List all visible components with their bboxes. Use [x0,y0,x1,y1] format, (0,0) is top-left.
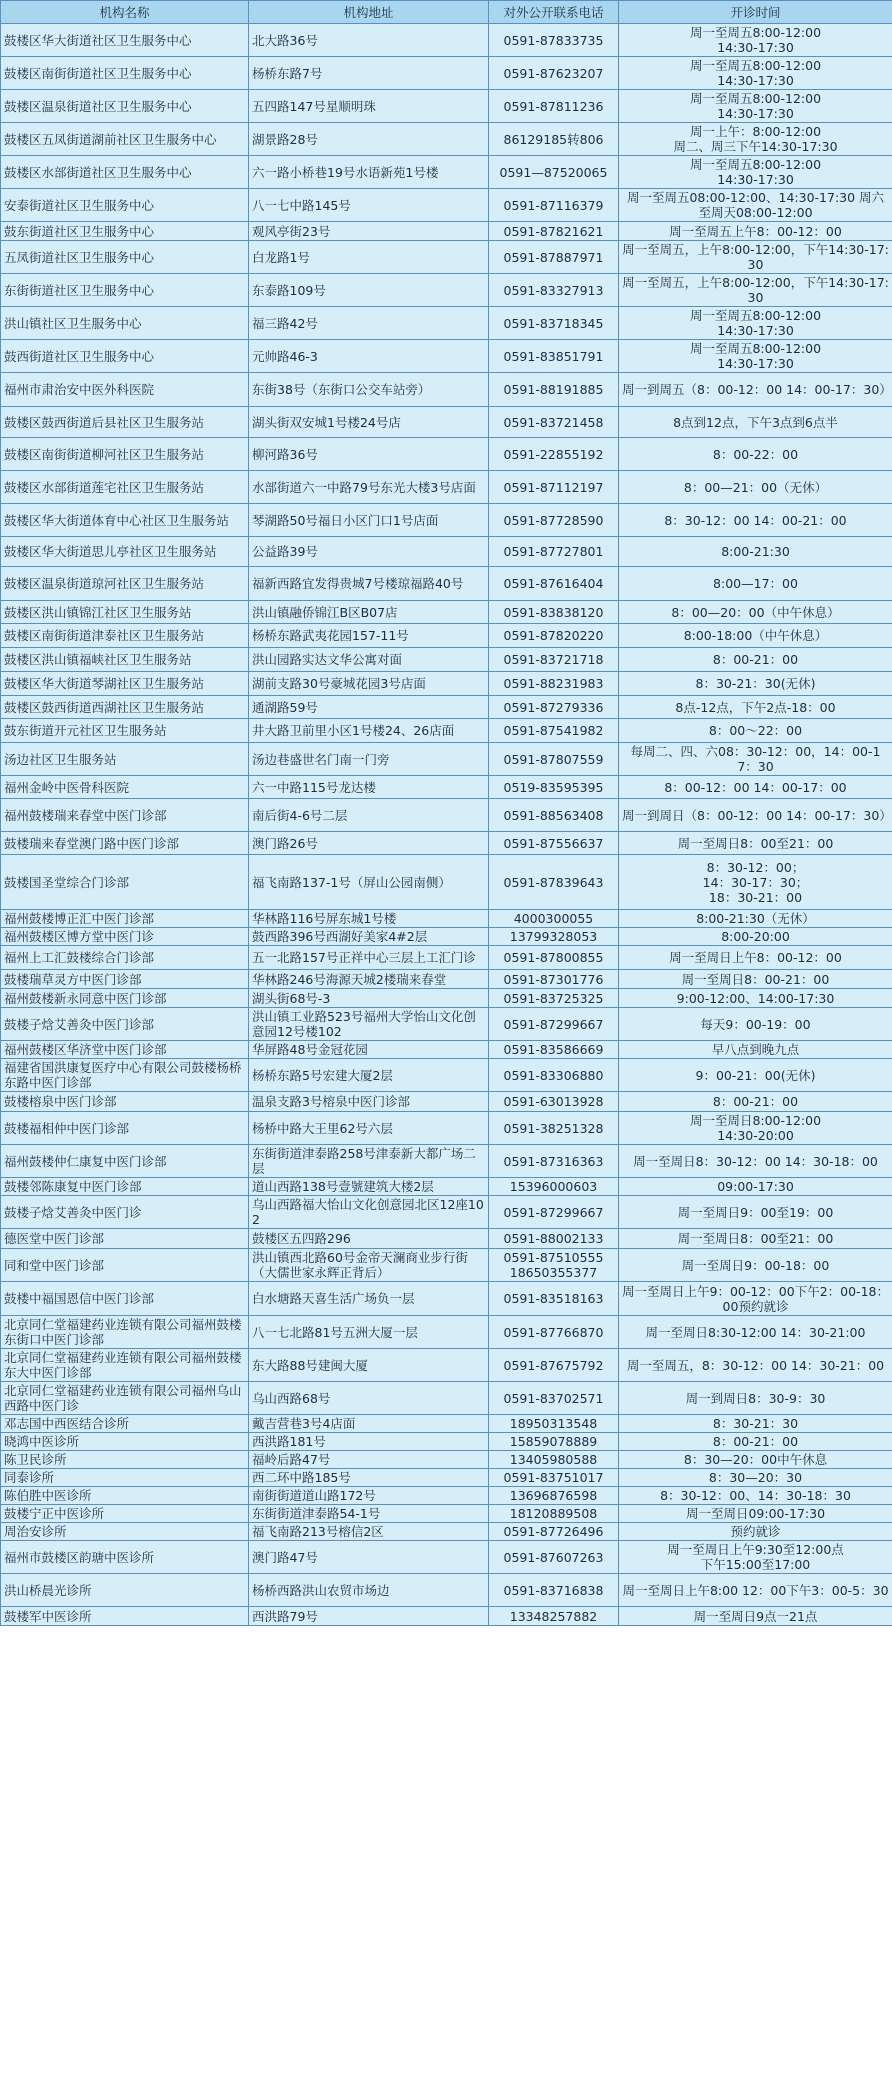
cell-address: 白龙路1号 [249,241,489,274]
cell-phone: 0591-83702571 [489,1382,619,1415]
cell-hours: 8:00-21:30（无休） [619,910,892,928]
cell-address: 南后街4-6号二层 [249,799,489,832]
cell-phone: 0591-87112197 [489,471,619,504]
table-row [1,537,892,567]
cell-hours: 周一至周日8:00-12:00 14:30-20:00 [619,1112,892,1145]
table-row [1,1574,892,1607]
table-row [1,123,892,156]
cell-address: 湖头街双安城1号楼24号店 [249,407,489,438]
cell-phone: 0591-83327913 [489,274,619,307]
cell-address: 洪山园路实达文华公寓对面 [249,648,489,672]
cell-name: 洪山桥晨光诊所 [1,1574,249,1607]
table-row [1,189,892,222]
cell-address: 华林路246号海源天城2楼瑞来春堂 [249,970,489,989]
cell-address: 五一北路157号正祥中心三层上工汇门诊 [249,946,489,970]
cell-phone: 0591-87279336 [489,696,619,719]
cell-hours: 8：00-12：00 14：00-17：00 [619,776,892,799]
cell-hours: 周一至周日上午9：00-12：00下午2：00-18：00预约就诊 [619,1282,892,1316]
cell-hours: 8：00-21：00 [619,1433,892,1451]
table-row [1,970,892,989]
cell-address: 道山西路138号壹號建筑大楼2层 [249,1178,489,1196]
cell-name: 鼓楼区水部街道莲宅社区卫生服务站 [1,471,249,504]
cell-name: 同和堂中医门诊部 [1,1249,249,1282]
cell-address: 南街街道道山路172号 [249,1487,489,1505]
table-row [1,1505,892,1523]
cell-name: 福州鼓楼瑞来春堂中医门诊部 [1,799,249,832]
cell-hours: 8：30—20：00中午休息 [619,1451,892,1469]
table-row [1,989,892,1008]
cell-address: 戴吉营巷3号4店面 [249,1415,489,1433]
cell-phone: 13799328053 [489,928,619,946]
cell-address: 杨桥东路5号宏建大厦2层 [249,1059,489,1092]
cell-address: 北大路36号 [249,24,489,57]
cell-name: 北京同仁堂福建药业连锁有限公司福州乌山西路中医门诊 [1,1382,249,1415]
cell-hours: 每周二、四、六08：30-12：00，14：00-17：30 [619,743,892,776]
cell-hours: 周一到周日（8：00-12：00 14：00-17：30） [619,799,892,832]
cell-name: 福建省国洪康复医疗中心有限公司鼓楼杨桥东路中医门诊部 [1,1059,249,1092]
cell-hours: 周一至周五8:00-12:00 14:30-17:30 [619,24,892,57]
cell-name: 鼓楼子焓艾善灸中医门诊 [1,1196,249,1229]
cell-address: 水部街道六一中路79号东光大楼3号店面 [249,471,489,504]
cell-hours: 周一至周日8：30-12：00 14：30-18：00 [619,1145,892,1178]
table-row [1,241,892,274]
cell-hours: 周一至周日8：00至21：00 [619,832,892,855]
cell-name: 鼓楼区华大街道体育中心社区卫生服务站 [1,504,249,537]
cell-name: 鼓楼区鼓西街道西湖社区卫生服务站 [1,696,249,719]
header-address: 机构地址 [249,1,489,24]
cell-phone: 0591-87616404 [489,567,619,601]
cell-hours: 8点到12点，下午3点到6点半 [619,407,892,438]
cell-name: 鼓楼区温泉街道琼河社区卫生服务站 [1,567,249,601]
table-row [1,1249,892,1282]
cell-name: 安泰街道社区卫生服务中心 [1,189,249,222]
cell-phone: 0591-88231983 [489,672,619,696]
cell-name: 鼓楼国圣堂综合门诊部 [1,855,249,910]
cell-hours: 8：30-12：00、14：30-18：30 [619,1487,892,1505]
cell-address: 福飞南路213号榕信2区 [249,1523,489,1541]
cell-name: 鼓楼军中医诊所 [1,1607,249,1626]
cell-phone: 0591-87510555 18650355377 [489,1249,619,1282]
cell-phone: 0591-83751017 [489,1469,619,1487]
cell-phone: 0591-87541982 [489,719,619,743]
table-row [1,743,892,776]
cell-phone: 0591-88563408 [489,799,619,832]
cell-hours: 周一到周日8：30-9：30 [619,1382,892,1415]
cell-hours: 8：30-21：30 [619,1415,892,1433]
cell-hours: 周一至周日9点一21点 [619,1607,892,1626]
cell-address: 澳门路47号 [249,1541,489,1574]
cell-phone: 0591-83838120 [489,601,619,624]
table-row [1,855,892,910]
cell-phone: 0591-83716838 [489,1574,619,1607]
cell-phone: 0591-87811236 [489,90,619,123]
cell-address: 东大路88号建闽大厦 [249,1349,489,1382]
table-row [1,910,892,928]
cell-hours: 周一至周日上午9:30至12:00点 下午15:00至17:00 [619,1541,892,1574]
cell-phone: 0591-83721458 [489,407,619,438]
cell-name: 福州鼓楼仲仁康复中医门诊部 [1,1145,249,1178]
cell-hours: 周一至周日8：00-21：00 [619,970,892,989]
cell-name: 鼓楼榕泉中医门诊部 [1,1092,249,1112]
cell-name: 洪山镇社区卫生服务中心 [1,307,249,340]
cell-address: 湖头街68号-3 [249,989,489,1008]
cell-name: 鼓楼子焓艾善灸中医门诊部 [1,1008,249,1041]
cell-address: 西洪路181号 [249,1433,489,1451]
cell-address: 湖景路28号 [249,123,489,156]
cell-name: 鼓楼区华大街道思儿亭社区卫生服务站 [1,537,249,567]
cell-phone: 0591-87299667 [489,1196,619,1229]
cell-hours: 9:00-12:00、14:00-17:30 [619,989,892,1008]
cell-hours: 周一至周五8:00-12:00 14:30-17:30 [619,340,892,373]
cell-address: 福岭后路47号 [249,1451,489,1469]
cell-name: 鼓楼区温泉街道社区卫生服务中心 [1,90,249,123]
cell-phone: 13696876598 [489,1487,619,1505]
cell-phone: 0591-88002133 [489,1229,619,1249]
cell-name: 鼓楼邻陈康复中医门诊部 [1,1178,249,1196]
cell-address: 八一七中路145号 [249,189,489,222]
cell-hours: 8：30-21：30(无休) [619,672,892,696]
cell-hours: 每天9：00-19：00 [619,1008,892,1041]
cell-name: 鼓楼区洪山镇锦江社区卫生服务站 [1,601,249,624]
cell-name: 鼓楼区南街街道社区卫生服务中心 [1,57,249,90]
cell-hours: 周一至周日上午8:00 12：00下午3：00-5：30 [619,1574,892,1607]
cell-phone: 0591-83306880 [489,1059,619,1092]
table-row [1,648,892,672]
cell-phone: 18950313548 [489,1415,619,1433]
table-row [1,307,892,340]
cell-phone: 0519-83595395 [489,776,619,799]
table-body [1,24,892,1626]
cell-hours: 周一至周五，上午8:00-12:00，下午14:30-17:30 [619,274,892,307]
cell-phone: 0591—87520065 [489,156,619,189]
table-row [1,1349,892,1382]
cell-phone: 0591-87316363 [489,1145,619,1178]
table-row [1,1041,892,1059]
cell-hours: 9：00-21：00(无休) [619,1059,892,1092]
cell-phone: 0591-87726496 [489,1523,619,1541]
table-row [1,1145,892,1178]
cell-address: 西二环中路185号 [249,1469,489,1487]
cell-address: 乌山西路68号 [249,1382,489,1415]
cell-address: 澳门路26号 [249,832,489,855]
cell-hours: 8:00—17：00 [619,567,892,601]
cell-hours: 8：00～22：00 [619,719,892,743]
cell-name: 鼓楼区南街街道柳河社区卫生服务站 [1,438,249,471]
cell-name: 福州鼓楼新永同意中医门诊部 [1,989,249,1008]
table-row [1,1112,892,1145]
cell-address: 杨桥东路武夷花园157-11号 [249,624,489,648]
cell-phone: 86129185转806 [489,123,619,156]
cell-address: 井大路卫前里小区1号楼24、26店面 [249,719,489,743]
cell-name: 福州市鼓楼区韵瑭中医诊所 [1,1541,249,1574]
cell-phone: 13348257882 [489,1607,619,1626]
cell-phone: 4000300055 [489,910,619,928]
cell-hours: 周一至周日9：00-18：00 [619,1249,892,1282]
cell-hours: 周一至周五，8：30-12：00 14：30-21：00 [619,1349,892,1382]
table-row [1,24,892,57]
cell-address: 六一中路115号龙达楼 [249,776,489,799]
cell-phone: 0591-87301776 [489,970,619,989]
cell-phone: 0591-87887971 [489,241,619,274]
cell-phone: 0591-83721718 [489,648,619,672]
cell-address: 元帅路46-3 [249,340,489,373]
table-row [1,471,892,504]
cell-phone: 0591-87800855 [489,946,619,970]
cell-hours: 早八点到晚九点 [619,1041,892,1059]
cell-phone: 0591-83725325 [489,989,619,1008]
cell-address: 福新西路宜发得贵城7号楼琼福路40号 [249,567,489,601]
table-row [1,696,892,719]
cell-hours: 09:00-17:30 [619,1178,892,1196]
cell-name: 鼓楼区五凤街道湖前社区卫生服务中心 [1,123,249,156]
cell-address: 杨桥西路洪山农贸市场边 [249,1574,489,1607]
cell-name: 福州鼓楼博正汇中医门诊部 [1,910,249,928]
cell-phone: 0591-87820220 [489,624,619,648]
cell-address: 柳河路36号 [249,438,489,471]
cell-address: 洪山镇融侨锦江B区B07店 [249,601,489,624]
cell-phone: 0591-22855192 [489,438,619,471]
cell-address: 杨桥东路7号 [249,57,489,90]
cell-address: 鼓西路396号西湖好美家4#2层 [249,928,489,946]
cell-hours: 周一至周五，上午8:00-12:00，下午14:30-17:30 [619,241,892,274]
cell-address: 白水塘路天喜生活广场负一层 [249,1282,489,1316]
cell-hours: 周一至周五8:00-12:00 14:30-17:30 [619,90,892,123]
cell-phone: 15859078889 [489,1433,619,1451]
cell-name: 鼓楼宁正中医诊所 [1,1505,249,1523]
cell-hours: 8:00-18:00（中午休息） [619,624,892,648]
cell-hours: 周一至周日9：00至19：00 [619,1196,892,1229]
cell-name: 鼓楼瑞草灵方中医门诊部 [1,970,249,989]
cell-name: 福州鼓楼区博方堂中医门诊 [1,928,249,946]
cell-phone: 0591-87675792 [489,1349,619,1382]
cell-address: 五四路147号星顺明珠 [249,90,489,123]
cell-address: 湖前支路30号豪城花园3号店面 [249,672,489,696]
table-row [1,1541,892,1574]
cell-address: 福飞南路137-1号（屏山公园南侧） [249,855,489,910]
table-row [1,340,892,373]
cell-hours: 8：00-21：00 [619,648,892,672]
cell-phone: 0591-87766870 [489,1316,619,1349]
cell-address: 东街街道津泰路258号津泰新大都广场二层 [249,1145,489,1178]
table-row [1,799,892,832]
cell-hours: 8：00—21：00（无休） [619,471,892,504]
table-row [1,407,892,438]
cell-name: 鼓楼区洪山镇福峡社区卫生服务站 [1,648,249,672]
table-row [1,1282,892,1316]
cell-hours: 周一至周五上午8：00-12：00 [619,222,892,241]
table-row [1,601,892,624]
cell-hours: 周一至周日上午8：00-12：00 [619,946,892,970]
table-row [1,1451,892,1469]
header-name: 机构名称 [1,1,249,24]
cell-address: 乌山西路福大怡山文化创意园北区12座102 [249,1196,489,1229]
cell-address: 八一七北路81号五洲大厦一层 [249,1316,489,1349]
table-row [1,1059,892,1092]
cell-address: 福三路42号 [249,307,489,340]
cell-name: 北京同仁堂福建药业连锁有限公司福州鼓楼东街口中医门诊部 [1,1316,249,1349]
cell-address: 华林路116号屏东城1号楼 [249,910,489,928]
table-row [1,832,892,855]
cell-name: 鼓楼区华大街道社区卫生服务中心 [1,24,249,57]
table-row [1,1469,892,1487]
cell-phone: 0591-87807559 [489,743,619,776]
cell-hours: 周一至周五08:00-12:00、14:30-17:30 周六至周天08:00-12:00 [619,189,892,222]
cell-address: 东街街道津泰路54-1号 [249,1505,489,1523]
cell-name: 晓鸿中医诊所 [1,1433,249,1451]
cell-name: 五凤街道社区卫生服务中心 [1,241,249,274]
cell-phone: 0591-87728590 [489,504,619,537]
table-row [1,1382,892,1415]
cell-name: 陈卫民诊所 [1,1451,249,1469]
cell-hours: 8：30—20：30 [619,1469,892,1487]
cell-name: 福州市肃治安中医外科医院 [1,373,249,407]
cell-name: 邓志国中西医结合诊所 [1,1415,249,1433]
cell-hours: 8：00-22：00 [619,438,892,471]
cell-hours: 周一到周五（8：00-12：00 14：00-17：30） [619,373,892,407]
cell-name: 鼓楼区南街街道津泰社区卫生服务站 [1,624,249,648]
header-row [1,1,892,24]
cell-phone: 0591-83851791 [489,340,619,373]
cell-hours: 8：00-21：00 [619,1092,892,1112]
cell-name: 鼓东街道社区卫生服务中心 [1,222,249,241]
cell-name: 鼓楼区鼓西街道后县社区卫生服务站 [1,407,249,438]
table-row [1,1229,892,1249]
cell-hours: 8点-12点，下午2点-18：00 [619,696,892,719]
cell-address: 汤边巷盛世名门南一门旁 [249,743,489,776]
cell-name: 汤边社区卫生服务站 [1,743,249,776]
cell-hours: 周一上午：8:00-12:00 周二、周三下午14:30-17:30 [619,123,892,156]
table-row [1,57,892,90]
cell-address: 公益路39号 [249,537,489,567]
table-row [1,1008,892,1041]
cell-name: 鼓楼区华大街道琴湖社区卫生服务站 [1,672,249,696]
cell-name: 鼓楼福相仲中医门诊部 [1,1112,249,1145]
header-phone: 对外公开联系电话 [489,1,619,24]
table-row [1,928,892,946]
cell-phone: 0591-87116379 [489,189,619,222]
cell-hours: 周一至周日8：00至21：00 [619,1229,892,1249]
cell-phone: 0591-83518163 [489,1282,619,1316]
table-row [1,672,892,696]
cell-phone: 0591-87727801 [489,537,619,567]
cell-address: 杨桥中路大王里62号六层 [249,1112,489,1145]
cell-name: 鼓楼中福国恩信中医门诊部 [1,1282,249,1316]
cell-phone: 0591-87839643 [489,855,619,910]
cell-address: 温泉支路3号榕泉中医门诊部 [249,1092,489,1112]
cell-name: 鼓西街道社区卫生服务中心 [1,340,249,373]
cell-hours: 周一至周五8:00-12:00 14:30-17:30 [619,57,892,90]
cell-address: 通湖路59号 [249,696,489,719]
table-row [1,1433,892,1451]
cell-hours: 周一至周五8:00-12:00 14:30-17:30 [619,156,892,189]
cell-phone: 0591-87821621 [489,222,619,241]
table-row [1,222,892,241]
table-row [1,1523,892,1541]
table-row [1,1487,892,1505]
table-row [1,1316,892,1349]
table-row [1,1415,892,1433]
cell-name: 德医堂中医门诊部 [1,1229,249,1249]
table-row [1,1092,892,1112]
cell-hours: 周一至周五8:00-12:00 14:30-17:30 [619,307,892,340]
cell-address: 西洪路79号 [249,1607,489,1626]
table-row [1,946,892,970]
cell-address: 洪山镇工业路523号福州大学怡山文化创意园12号楼102 [249,1008,489,1041]
table-row [1,274,892,307]
cell-hours: 周一至周日8:30-12:00 14：30-21:00 [619,1316,892,1349]
cell-name: 同泰诊所 [1,1469,249,1487]
cell-address: 洪山镇西北路60号金帝天澜商业步行街（大儒世家永辉正背后） [249,1249,489,1282]
table-row [1,719,892,743]
cell-hours: 8：30-12：00 14：00-21：00 [619,504,892,537]
table-row [1,776,892,799]
cell-name: 北京同仁堂福建药业连锁有限公司福州鼓楼东大中医门诊部 [1,1349,249,1382]
cell-phone: 15396000603 [489,1178,619,1196]
cell-hours: 8:00-20:00 [619,928,892,946]
table-row [1,438,892,471]
cell-phone: 0591-63013928 [489,1092,619,1112]
cell-hours: 周一至周日09:00-17:30 [619,1505,892,1523]
table-row [1,1196,892,1229]
table-row [1,1178,892,1196]
cell-phone: 0591-83586669 [489,1041,619,1059]
cell-name: 鼓楼瑞来春堂澳门路中医门诊部 [1,832,249,855]
header-hours: 开诊时间 [619,1,892,24]
cell-phone: 0591-87299667 [489,1008,619,1041]
cell-name: 东街街道社区卫生服务中心 [1,274,249,307]
cell-name: 福州上工汇鼓楼综合门诊部 [1,946,249,970]
cell-name: 鼓楼区水部街道社区卫生服务中心 [1,156,249,189]
cell-phone: 0591-38251328 [489,1112,619,1145]
table-row [1,1607,892,1626]
cell-address: 东街38号（东街口公交车站旁） [249,373,489,407]
cell-address: 六一路小桥巷19号水语新苑1号楼 [249,156,489,189]
cell-phone: 0591-87556637 [489,832,619,855]
cell-address: 东泰路109号 [249,274,489,307]
cell-hours: 8：30-12：00； 14：30-17：30； 18：30-21：00 [619,855,892,910]
cell-phone: 13405980588 [489,1451,619,1469]
table-row [1,567,892,601]
cell-address: 华屏路48号金冠花园 [249,1041,489,1059]
cell-name: 周治安诊所 [1,1523,249,1541]
cell-address: 琴湖路50号福日小区门口1号店面 [249,504,489,537]
cell-name: 福州金岭中医骨科医院 [1,776,249,799]
cell-address: 观风亭街23号 [249,222,489,241]
cell-hours: 预约就诊 [619,1523,892,1541]
table-row [1,373,892,407]
cell-phone: 0591-87623207 [489,57,619,90]
cell-address: 鼓楼区五四路296 [249,1229,489,1249]
table-row [1,156,892,189]
table-row [1,504,892,537]
cell-phone: 0591-87607263 [489,1541,619,1574]
cell-hours: 8：00—20：00（中午休息） [619,601,892,624]
cell-name: 鼓东街道开元社区卫生服务站 [1,719,249,743]
cell-phone: 0591-88191885 [489,373,619,407]
cell-name: 陈伯胜中医诊所 [1,1487,249,1505]
cell-phone: 18120889508 [489,1505,619,1523]
table-row [1,624,892,648]
cell-phone: 0591-83718345 [489,307,619,340]
cell-hours: 8:00-21:30 [619,537,892,567]
cell-phone: 0591-87833735 [489,24,619,57]
cell-name: 福州鼓楼区华济堂中医门诊部 [1,1041,249,1059]
table-row [1,90,892,123]
